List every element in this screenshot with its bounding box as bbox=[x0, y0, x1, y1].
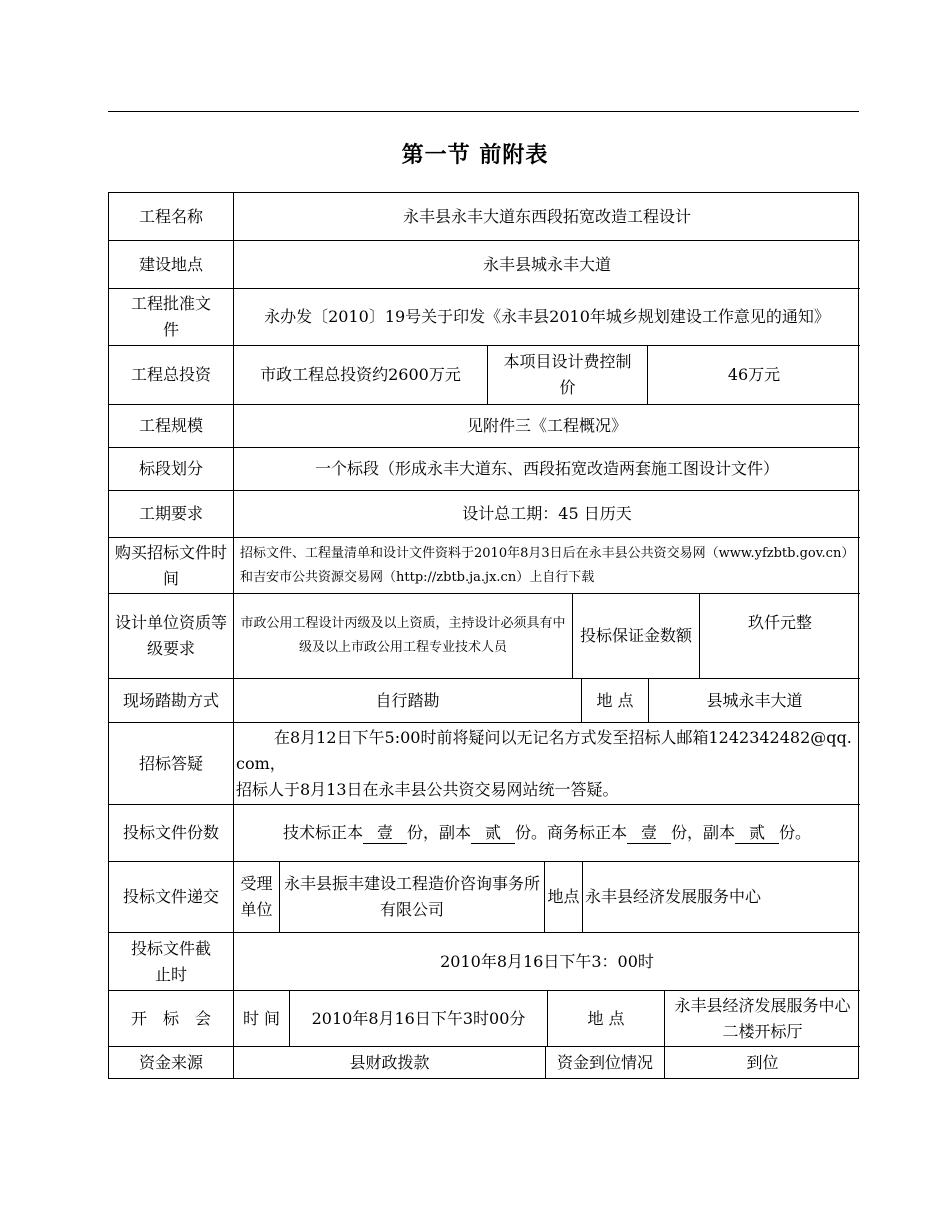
copies-text-4: 份，副本 bbox=[671, 823, 736, 842]
purchase-value: 招标文件、工程量清单和设计文件资料于2010年8月3日后在永丰县公共资交易网（www.yfzbtb.gov.cn）和吉安市公共资源交易网（http://zbtb.ja.jx.cn）上自行下载 bbox=[234, 538, 860, 594]
copies-text-2: 份，副本 bbox=[406, 823, 471, 842]
copies-value bbox=[234, 805, 860, 862]
opening-place-value: 永丰县经济发展服务中心二楼开标厅 bbox=[665, 991, 860, 1047]
opening-time-label: 时 间 bbox=[234, 991, 290, 1047]
deadline-label: 投标文件截止时 bbox=[109, 933, 234, 991]
deposit-label: 投标保证金数额 bbox=[573, 594, 700, 679]
qa-line-1: 在8月12日下午5:00时前将疑问以无记名方式发至招标人邮箱1242342482@qq.com， bbox=[236, 727, 852, 773]
period-value: 设计总工期：45 日历天 bbox=[234, 491, 860, 538]
funding-status-label: 资金到位情况 bbox=[546, 1047, 665, 1078]
investment-label: 工程总投资 bbox=[109, 346, 234, 405]
copies-biz-copy: 贰 bbox=[735, 823, 779, 844]
approval-value: 永办发〔2010〕19号关于印发《永丰县2010年城乡规划建设工作意见的通知》 bbox=[234, 289, 860, 346]
design-fee-label: 本项目设计费控制价 bbox=[488, 346, 648, 405]
opening-time-value: 2010年8月16日下午3时00分 bbox=[290, 991, 548, 1047]
scale-label: 工程规模 bbox=[109, 405, 234, 448]
page-title: 第一节 前附表 bbox=[401, 143, 549, 168]
copies-text-5: 份。 bbox=[779, 823, 812, 842]
header-rule bbox=[108, 111, 859, 112]
copies-text-3: 份。商务标正本 bbox=[514, 823, 627, 842]
copies-biz-original: 壹 bbox=[627, 823, 671, 844]
deadline-value: 2010年8月16日下午3：00时 bbox=[234, 933, 860, 991]
qa-value bbox=[234, 723, 860, 805]
name-value: 永丰县永丰大道东西段拓宽改造工程设计 bbox=[234, 193, 860, 241]
opening-place-label: 地 点 bbox=[548, 991, 665, 1047]
survey-label: 现场踏勘方式 bbox=[109, 679, 234, 723]
qa-line-2: 招标人于8月13日在永丰县公共资交易网站统一答疑。 bbox=[236, 779, 619, 799]
name-label: 工程名称 bbox=[109, 193, 234, 241]
survey-place-label: 地 点 bbox=[582, 679, 649, 723]
delivery-unit-label: 受理单位 bbox=[234, 862, 280, 933]
location-label: 建设地点 bbox=[109, 241, 234, 289]
funding-status-value: 到位 bbox=[746, 1052, 779, 1072]
period-label: 工期要求 bbox=[109, 491, 234, 538]
delivery-place-label: 地点 bbox=[545, 862, 583, 933]
sections-label: 标段划分 bbox=[109, 448, 234, 491]
survey-place-value: 县城永丰大道 bbox=[649, 679, 860, 723]
copies-tech-copy: 贰 bbox=[471, 823, 515, 844]
qa-label: 招标答疑 bbox=[109, 723, 234, 805]
location-value: 永丰县城永丰大道 bbox=[234, 241, 860, 289]
deposit-value: 玖仟元整 bbox=[700, 594, 860, 679]
funding-value: 县财政拨款 bbox=[234, 1047, 546, 1078]
copies-label: 投标文件份数 bbox=[109, 805, 234, 862]
funding-label: 资金来源 bbox=[109, 1047, 234, 1078]
delivery-unit-value: 永丰县振丰建设工程造价咨询事务所有限公司 bbox=[280, 862, 545, 933]
qualification-value: 市政公用工程设计丙级及以上资质，主持设计必须具有中级及以上市政公用工程专业技术人员 bbox=[234, 594, 573, 679]
approval-label: 工程批准文 件 bbox=[109, 289, 234, 346]
survey-value: 自行踏勘 bbox=[234, 679, 582, 723]
copies-text-1: 技术标正本 bbox=[282, 823, 363, 842]
design-fee-value: 46万元 bbox=[648, 346, 860, 405]
scale-value: 见附件三《工程概况》 bbox=[234, 405, 860, 448]
delivery-label: 投标文件递交 bbox=[109, 862, 234, 933]
copies-tech-original: 壹 bbox=[363, 823, 407, 844]
opening-label: 开 标 会 bbox=[109, 991, 234, 1047]
purchase-label: 购买招标文件时间 bbox=[109, 538, 234, 594]
delivery-place-value: 永丰县经济发展服务中心 bbox=[583, 862, 860, 933]
front-table bbox=[108, 192, 859, 1079]
investment-value: 市政工程总投资约2600万元 bbox=[234, 346, 488, 405]
sections-value: 一个标段（形成永丰大道东、西段拓宽改造两套施工图设计文件） bbox=[234, 448, 860, 491]
qualification-label: 设计单位资质等级要求 bbox=[109, 594, 234, 679]
